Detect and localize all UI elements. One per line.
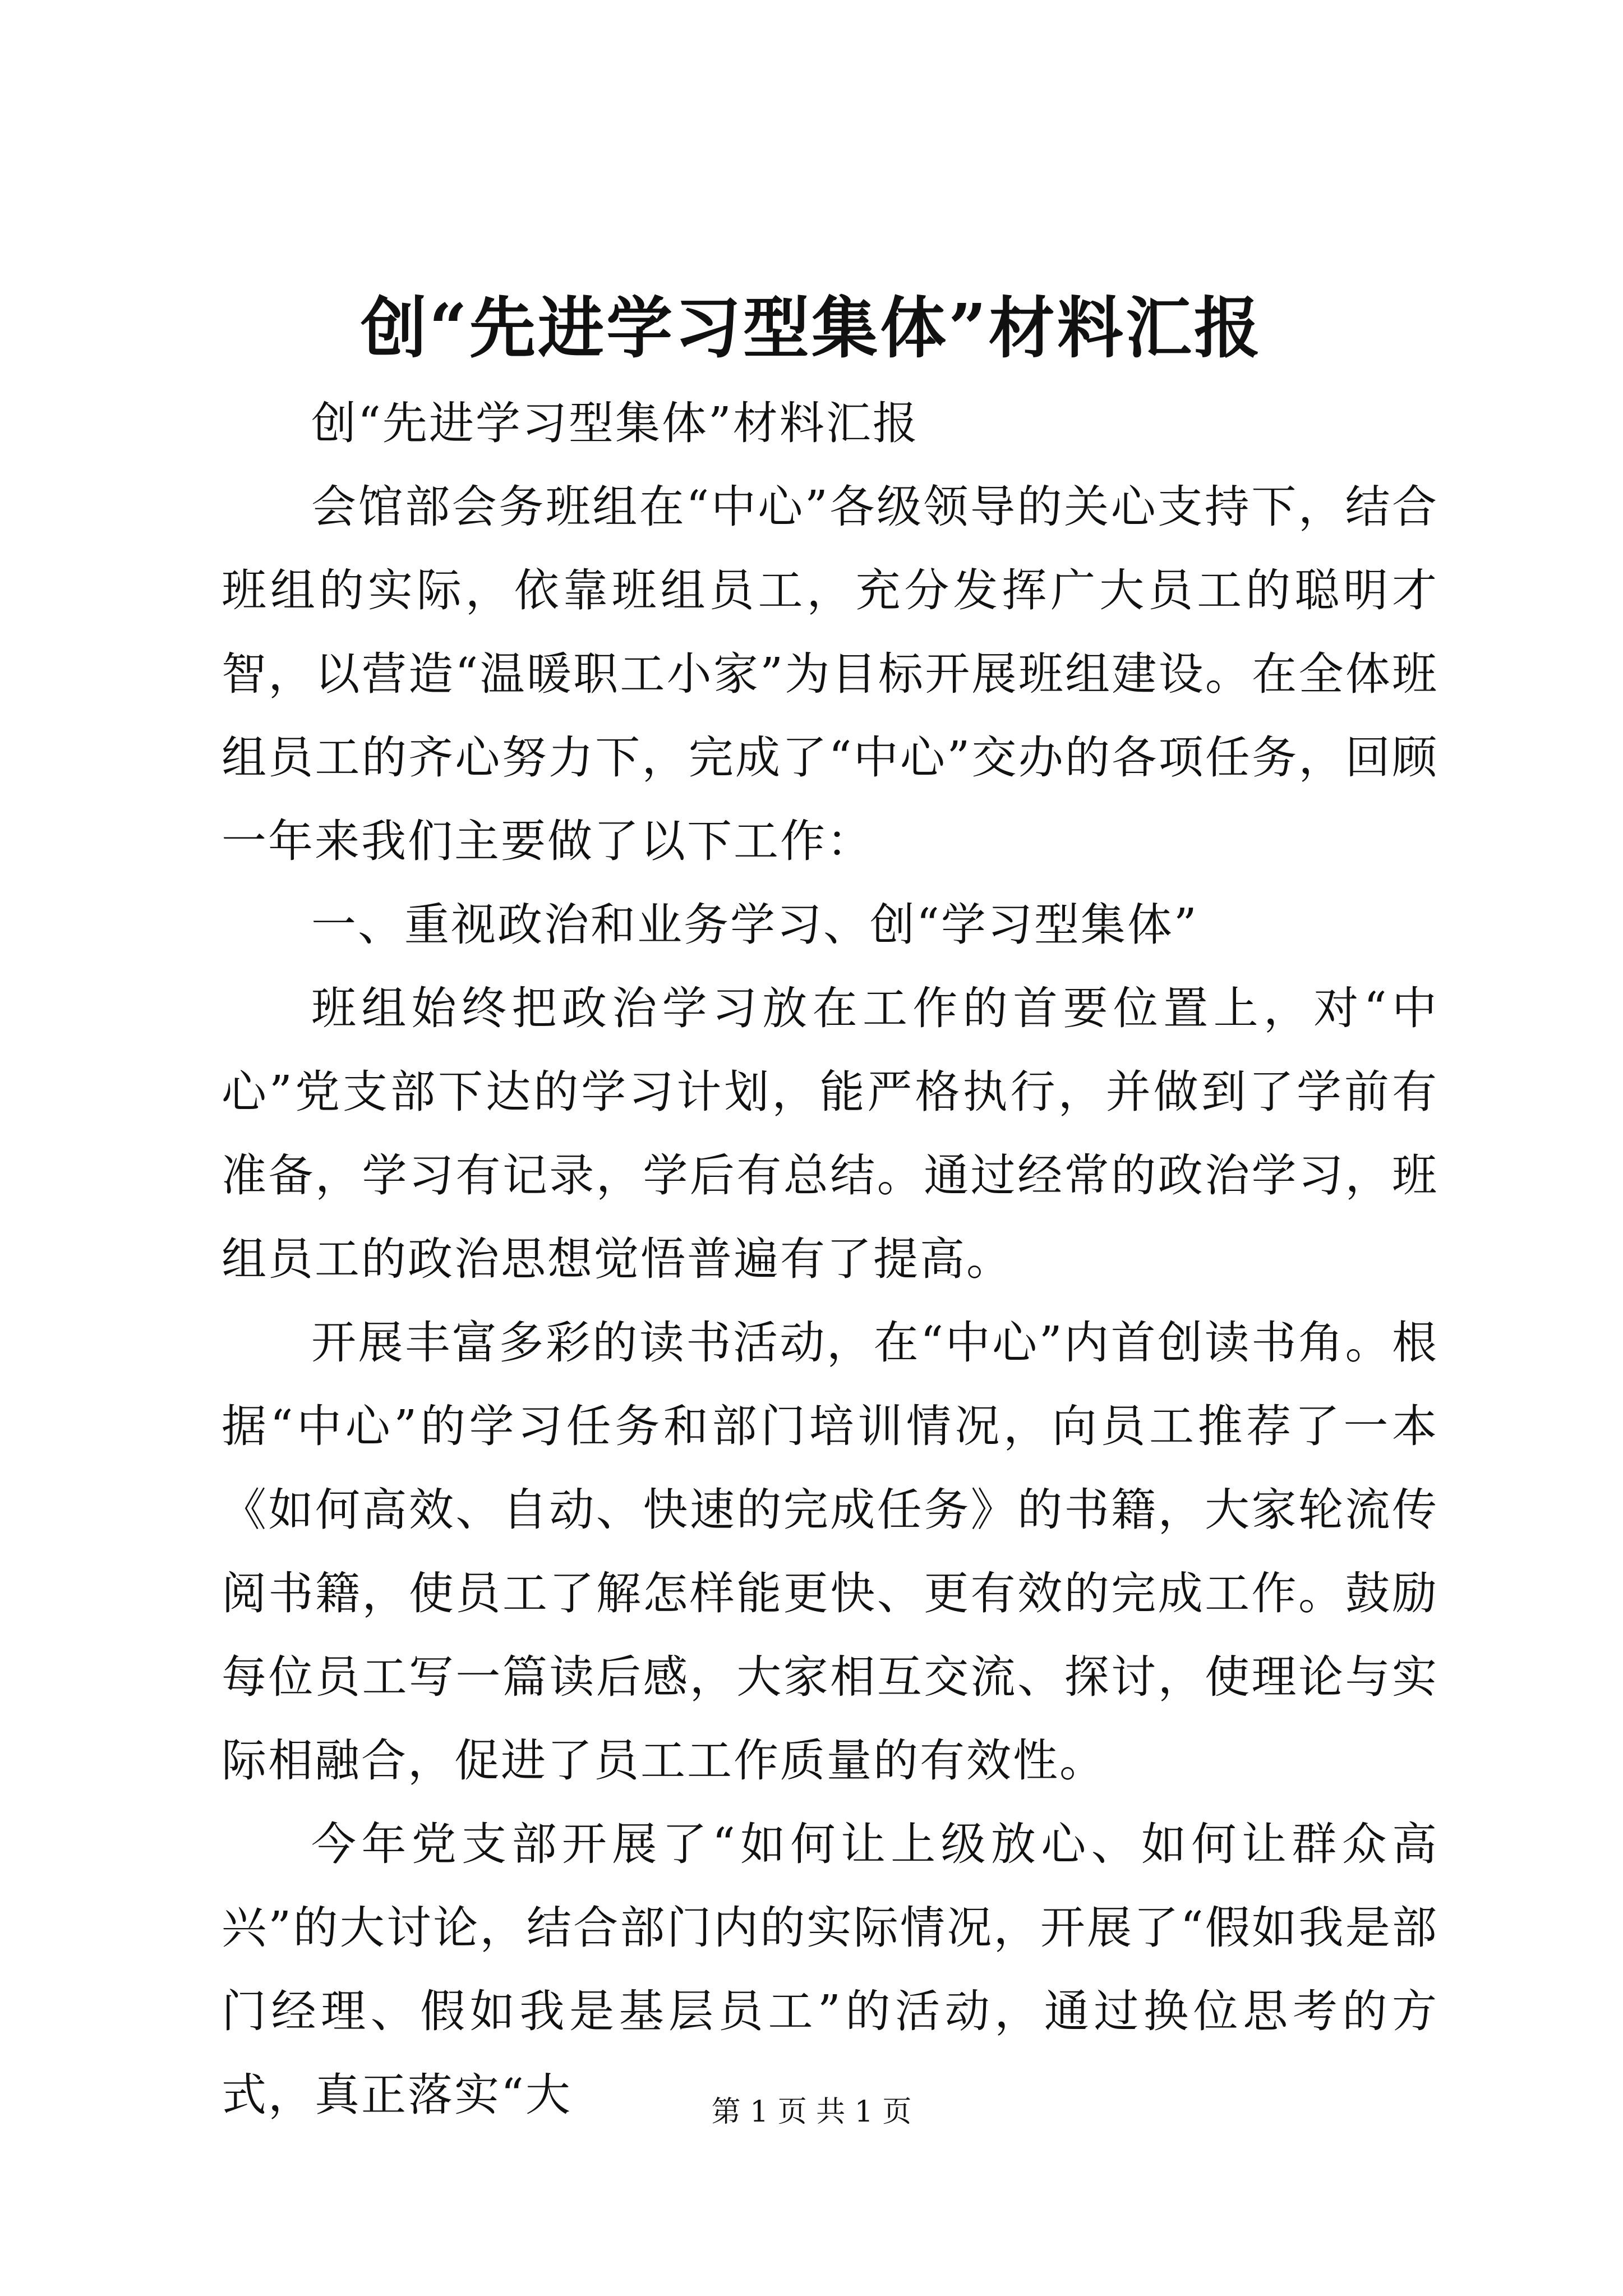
document-body: [222, 381, 1438, 2137]
paragraph-reading-activity: 开展丰富多彩的读书活动，在“中心”内首创读书角。根据“中心”的学习任务和部门培训情况，向员工推荐了一本《如何高效、自动、快速的完成任务》的书籍，大家轮流传阅书籍，使员工了解怎样能更快、更有效的完成工作。鼓励每位员工写一篇读后感，大家相互交流、探讨，使理论与实际相融合，促进了员工工作质量的有效性。: [222, 1317, 1438, 1787]
section-heading-1: 一、重视政治和业务学习、创“学习型集体”: [311, 899, 1198, 951]
paragraph-political-study: 班组始终把政治学习放在工作的首要位置上，对“中心”党支部下达的学习计划，能严格执行，并做到了学前有准备，学习有记录，学后有总结。通过经常的政治学习，班组员工的政治思想觉悟普遍有了提高。: [222, 982, 1438, 1285]
document-title: 创“先进学习型集体”材料汇报: [361, 289, 1262, 367]
paragraph-intro: 会馆部会务班组在“中心”各级领导的关心支持下，结合班组的实际，依靠班组员工，充分发挥广大员工的聪明才智，以营造“温暖职工小家”为目标开展班组建设。在全体班组员工的齐心努力下，完成了“中心”交办的各项任务，回顾一年来我们主要做了以下工作：: [222, 481, 1438, 867]
paragraph-discussion: 今年党支部开展了“如何让上级放心、如何让群众高兴”的大讨论，结合部门内的实际情况，开展了“假如我是部门经理、假如我是基层员工”的活动，通过换位思考的方式，真正落实“大: [222, 1818, 1438, 2121]
page-footer: 第 1 页 共 1 页: [711, 2095, 912, 2129]
paragraph-subtitle: 创“先进学习型集体”材料汇报: [311, 397, 919, 449]
